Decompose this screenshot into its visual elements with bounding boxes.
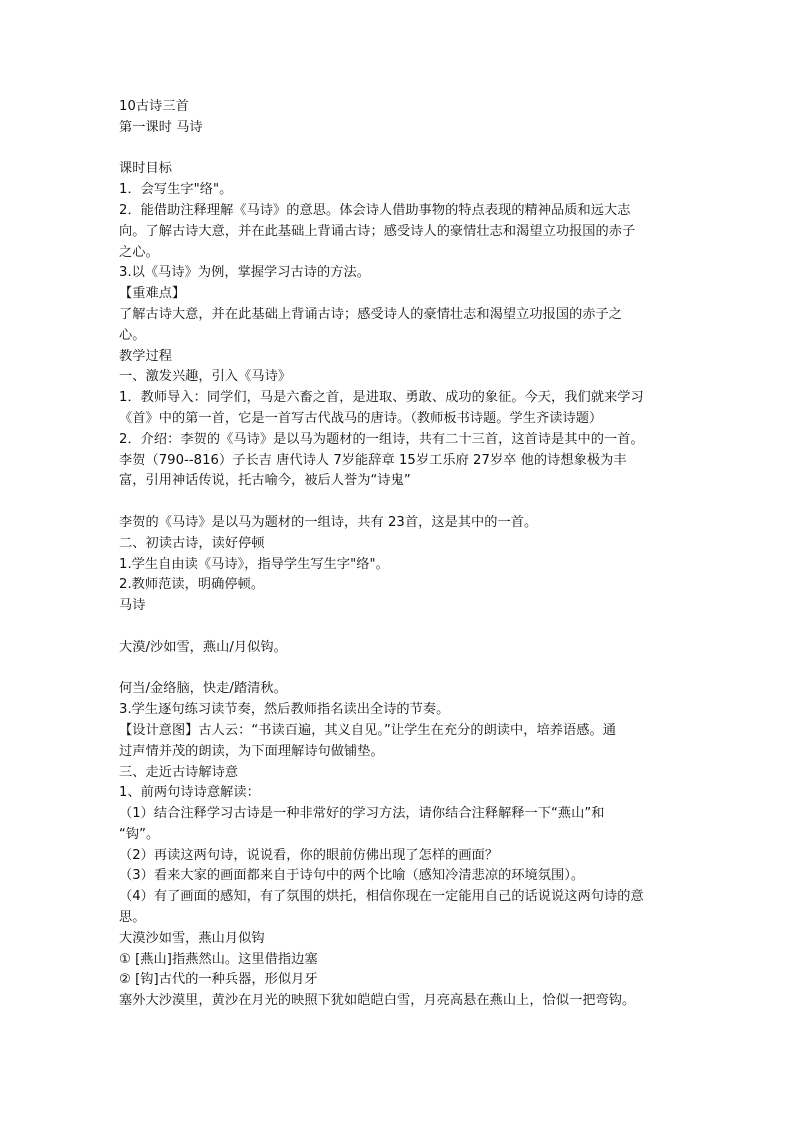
paragraph-line: 1.学生自由读《马诗》，指导学生写生字"络"。 [119,556,389,572]
key-points-line-1: 了解古诗大意，并在此基础上背诵古诗；感受诗人的豪情壮志和渴望立功报国的赤子之 [119,306,623,322]
paragraph-line: 1．教师导入：同学们，马是六畜之首，是进取、勇敢、成功的象征。今天，我们就来学习 [119,390,644,406]
paragraph-line: 思。 [119,910,146,926]
paragraph-line: （3）看来大家的画面都来自于诗句中的两个比喻（感知冷清悲凉的环境氛围）。 [119,868,585,884]
paragraph-line: 1、前两句诗诗意解读： [119,785,260,801]
goal-1: 1．会写生字"络"。 [119,182,233,198]
poem-line-2: 何当/金络脑，快走/踏清秋。 [119,681,287,697]
paragraph-line: 富，引用神话传说，托古喻今，被后人誉为“诗鬼” [119,473,411,489]
section-heading-process: 教学过程 [119,348,172,364]
section-heading-goals: 课时目标 [119,161,172,177]
paragraph-line: 2．介绍：李贺的《马诗》是以马为题材的一组诗，共有二十三首，这首诗是其中的一首。 [119,431,644,447]
paragraph-line: 李贺（790--816）子长吉 唐代诗人 7岁能辞章 15岁工乐府 27岁卒 他的诗想象极为丰 [119,452,627,468]
paragraph-line: （4）有了画面的感知，有了氛围的烘托，相信你现在一定能用自己的话说说这两句诗的意 [119,889,644,905]
blank-line [119,139,684,160]
goal-2-line-3: 之心。 [119,244,159,260]
step-2-heading: 二、初读古诗，读好停顿 [119,535,265,551]
doc-title: 10古诗三首 [119,99,189,114]
paragraph-line: 塞外大沙漠里，黄沙在月光的映照下犹如皑皑白雪，月亮高悬在燕山上，恰似一把弯钩。 [119,993,636,1009]
paragraph-line: 李贺的《马诗》是以马为题材的一组诗，共有 23首，这是其中的一首。 [119,514,538,530]
annotation-1: ① [燕山]指燕然山。这里借指边塞 [119,951,318,967]
blank-line [119,617,684,638]
design-intent-line-1: 【设计意图】古人云：“书读百遍，其义自见。”让学生在充分的朗读中，培养语感。通 [119,722,616,738]
section-heading-key-points: 【重难点】 [119,286,186,302]
annotation-2: ② [钩]古代的一种兵器，形似月牙 [119,972,318,988]
goal-2-line-2: 向。了解古诗大意，并在此基础上背诵古诗；感受诗人的豪情壮志和渴望立功报国的赤子 [119,223,636,239]
paragraph-line: （2）再读这两句诗，说说看，你的眼前仿佛出现了怎样的画面？ [119,847,499,863]
goal-3: 3.以《马诗》为例，掌握学习古诗的方法。 [119,265,370,281]
blank-line [119,492,684,513]
blank-line [119,659,684,680]
paragraph-line: 3.学生逐句练习读节奏，然后教师指名读出全诗的节奏。 [119,702,450,718]
step-1-heading: 一、激发兴趣，引入《马诗》 [119,369,292,385]
lesson-title: 第一课时 马诗 [119,119,203,135]
poem-couplet: 大漠沙如雪，燕山月似钩 [119,930,265,946]
poem-line-1: 大漠/沙如雪，燕山/月似钩。 [119,639,287,655]
paragraph-line: （1）结合注释学习古诗是一种非常好的学习方法，请你结合注释解释一下“燕山”和 [119,806,605,822]
design-intent-line-2: 过声情并茂的朗读，为下面理解诗句做铺垫。 [119,743,384,759]
paragraph-line: “钩”。 [119,826,160,842]
key-points-line-2: 心。 [119,327,146,343]
step-3-heading: 三、走近古诗解诗意 [119,764,239,780]
paragraph-line: 2.教师范读，明确停顿。 [119,577,265,593]
goal-2-line-1: 2．能借助注释理解《马诗》的意思。体会诗人借助事物的特点表现的精神品质和远大志 [119,202,631,218]
poem-title: 马诗 [119,598,146,614]
paragraph-line: 《首》中的第一首，它是一首写古代战马的唐诗。（教师板书诗题。学生齐读诗题） [119,410,603,426]
